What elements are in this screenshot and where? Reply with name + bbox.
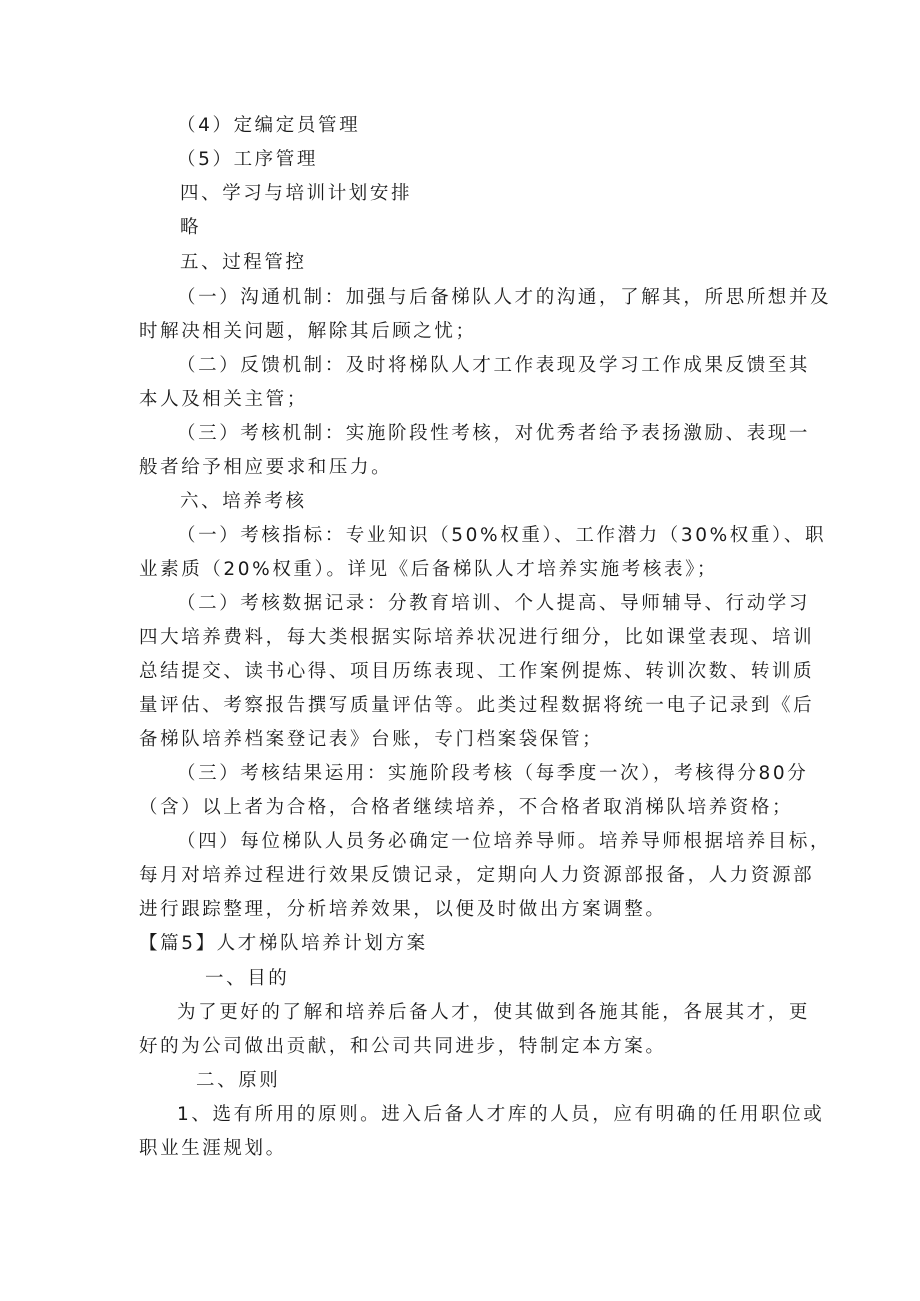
heading-purpose: 一、目的 bbox=[205, 968, 290, 989]
paragraph-line: 本人及相关主管； bbox=[139, 389, 308, 410]
paragraph-line: （一）沟通机制：加强与后备梯队人才的沟通，了解其，所思所想并及 bbox=[177, 287, 832, 308]
paragraph-line: 量评估、考察报告撰写质量评估等。此类过程数据将统一电子记录到《后 bbox=[139, 695, 815, 716]
paragraph-line: 每月对培养过程进行效果反馈记录，定期向人力资源部报备，人力资源部 bbox=[139, 865, 815, 886]
heading-principle: 二、原则 bbox=[196, 1070, 281, 1091]
paragraph-line: （二）考核数据记录：分教育培训、个人提高、导师辅导、行动学习 bbox=[177, 593, 811, 614]
paragraph-line: 为了更好的了解和培养后备人才，使其做到各施其能，各展其才，更 bbox=[177, 1002, 811, 1023]
paragraph-line: 1、选有所用的原则。进入后备人才库的人员，应有明确的任用职位或 bbox=[177, 1104, 825, 1125]
paragraph-line: （三）考核结果运用：实施阶段考核（每季度一次），考核得分80分 bbox=[177, 763, 809, 784]
heading-section-6: 六、培养考核 bbox=[180, 491, 307, 512]
paragraph-line: （三）考核机制：实施阶段性考核，对优秀者给予表扬激励、表现一 bbox=[177, 423, 811, 444]
heading-section-5: 五、过程管控 bbox=[180, 252, 307, 273]
paragraph-line: 职业生涯规划。 bbox=[139, 1138, 287, 1159]
paragraph-line: 般者给予相应要求和压力。 bbox=[139, 457, 393, 478]
paragraph-line: 业素质（20%权重）。详见《后备梯队人才培养实施考核表》； bbox=[139, 559, 719, 580]
article-title: 【篇5】人才梯队培养计划方案 bbox=[139, 933, 428, 954]
heading-section-4: 四、学习与培训计划安排 bbox=[180, 183, 413, 204]
paragraph-line: （二）反馈机制：及时将梯队人才工作表现及学习工作成果反馈至其 bbox=[177, 355, 811, 376]
list-item-4: （4）定编定员管理 bbox=[177, 115, 361, 136]
paragraph-line: （四）每位梯队人员务必确定一位培养导师。培养导师根据培养目标， bbox=[177, 831, 832, 852]
paragraph-line: 进行跟踪整理，分析培养效果，以便及时做出方案调整。 bbox=[139, 899, 667, 920]
paragraph-line: （一）考核指标：专业知识（50%权重）、工作潜力（30%权重）、职 bbox=[177, 525, 827, 546]
paragraph-line: 备梯队培养档案登记表》台账，专门档案袋保管； bbox=[139, 729, 604, 750]
paragraph-line: 总结提交、读书心得、项目历练表现、工作案例提炼、转训次数、转训质 bbox=[139, 661, 815, 682]
paragraph-line: 好的为公司做出贡献，和公司共同进步，特制定本方案。 bbox=[139, 1036, 667, 1057]
list-item-5: （5）工序管理 bbox=[177, 149, 318, 170]
paragraph-line: （含）以上者为合格，合格者继续培养，不合格者取消梯队培养资格； bbox=[139, 797, 794, 818]
paragraph-line: 四大培养费料，每大类根据实际培养状况进行细分，比如课堂表现、培训 bbox=[139, 627, 815, 648]
paragraph-line: 时解决相关问题，解除其后顾之忧； bbox=[139, 321, 477, 342]
paragraph-line: 略 bbox=[180, 217, 202, 238]
